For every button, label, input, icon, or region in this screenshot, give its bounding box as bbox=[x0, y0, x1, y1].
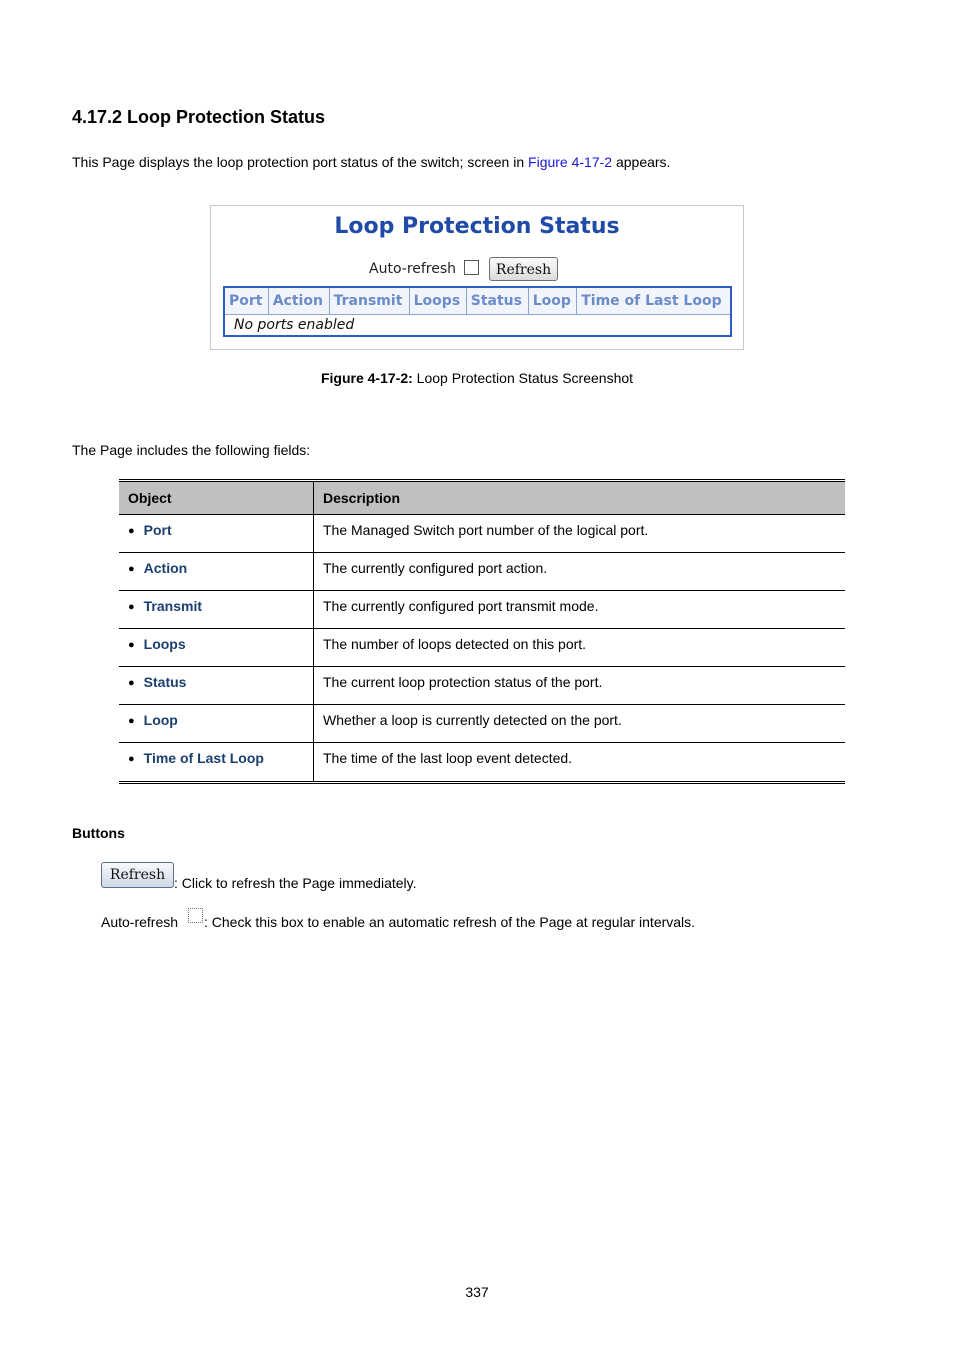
figure-column-transmit: Transmit bbox=[329, 287, 409, 315]
page-number: 337 bbox=[465, 1284, 489, 1300]
bullet-icon: ● bbox=[128, 715, 135, 727]
object-cell bbox=[119, 705, 314, 743]
caption-label: Figure 4-17-2: bbox=[320, 370, 413, 386]
table-row bbox=[119, 705, 845, 743]
table-row bbox=[119, 553, 845, 591]
bullet-icon: ● bbox=[128, 639, 135, 651]
figure-column-time-of-last-loop: Time of Last Loop bbox=[577, 287, 731, 315]
intro-text-after: appears. bbox=[612, 154, 671, 170]
table-row bbox=[119, 667, 845, 705]
bullet-icon: ● bbox=[128, 753, 135, 765]
object-name: Transmit bbox=[143, 598, 203, 614]
table-row bbox=[119, 743, 845, 783]
section-title: 4.17.2 Loop Protection Status bbox=[72, 107, 326, 127]
object-name: Status bbox=[143, 674, 187, 690]
refresh-button[interactable]: Refresh bbox=[101, 862, 174, 888]
object-name: Loop bbox=[143, 712, 178, 728]
description-cell: Whether a loop is currently detected on the port. bbox=[314, 705, 846, 743]
intro-text-before: This Page displays the loop protection port status of the switch; screen in bbox=[72, 154, 529, 170]
object-description-table bbox=[119, 479, 845, 784]
figure-empty-message: No ports enabled bbox=[224, 315, 731, 337]
figure-link[interactable]: Figure 4-17-2 bbox=[528, 154, 613, 170]
figure-title: Loop Protection Status bbox=[334, 214, 620, 239]
auto-refresh-description: : Check this box to enable an automatic refresh of the Page at regular intervals. bbox=[204, 914, 696, 930]
object-cell bbox=[119, 667, 314, 705]
object-cell bbox=[119, 591, 314, 629]
figure-column-status: Status bbox=[466, 287, 528, 315]
figure-auto-refresh-checkbox[interactable] bbox=[464, 260, 479, 275]
figure-column-port: Port bbox=[224, 287, 268, 315]
description-cell: The number of loops detected on this port. bbox=[314, 629, 846, 667]
object-name: Port bbox=[143, 522, 172, 538]
bullet-icon: ● bbox=[128, 563, 135, 575]
object-cell bbox=[119, 553, 314, 591]
description-header: Description bbox=[314, 481, 846, 515]
description-cell: The Managed Switch port number of the logical port. bbox=[314, 515, 846, 553]
table-row bbox=[119, 629, 845, 667]
object-header: Object bbox=[119, 481, 314, 515]
object-cell bbox=[119, 515, 314, 553]
figure-auto-refresh-label: Auto-refresh bbox=[369, 261, 457, 277]
description-cell: The currently configured port transmit mode. bbox=[314, 591, 846, 629]
auto-refresh-checkbox[interactable] bbox=[188, 908, 203, 923]
description-cell: The currently configured port action. bbox=[314, 553, 846, 591]
object-name: Time of Last Loop bbox=[143, 750, 264, 766]
fields-intro: The Page includes the following fields: bbox=[72, 442, 311, 458]
description-cell: The time of the last loop event detected. bbox=[314, 743, 846, 783]
figure-table-empty-row bbox=[224, 315, 731, 337]
figure-column-loops: Loops bbox=[409, 287, 466, 315]
bullet-icon: ● bbox=[128, 601, 135, 613]
object-name: Loops bbox=[143, 636, 186, 652]
figure-column-action: Action bbox=[268, 287, 329, 315]
figure-caption bbox=[0, 370, 954, 386]
buttons-heading: Buttons bbox=[72, 825, 125, 841]
auto-refresh-label: Auto-refresh bbox=[101, 914, 179, 930]
object-cell bbox=[119, 629, 314, 667]
figure-column-loop: Loop bbox=[528, 287, 577, 315]
description-cell: The current loop protection status of the port. bbox=[314, 667, 846, 705]
object-name: Action bbox=[143, 560, 188, 576]
table-row bbox=[119, 515, 845, 553]
bullet-icon: ● bbox=[128, 525, 135, 537]
figure-refresh-button[interactable]: Refresh bbox=[489, 257, 558, 281]
object-cell bbox=[119, 743, 314, 783]
intro-paragraph bbox=[72, 154, 670, 170]
figure-table-header-row bbox=[224, 287, 731, 315]
caption-text: Loop Protection Status Screenshot bbox=[412, 370, 634, 386]
refresh-description: : Click to refresh the Page immediately. bbox=[174, 875, 417, 891]
figure-screenshot bbox=[210, 205, 744, 350]
table-row bbox=[119, 591, 845, 629]
bullet-icon: ● bbox=[128, 677, 135, 689]
figure-status-table bbox=[223, 286, 732, 337]
object-table-header bbox=[119, 481, 845, 515]
